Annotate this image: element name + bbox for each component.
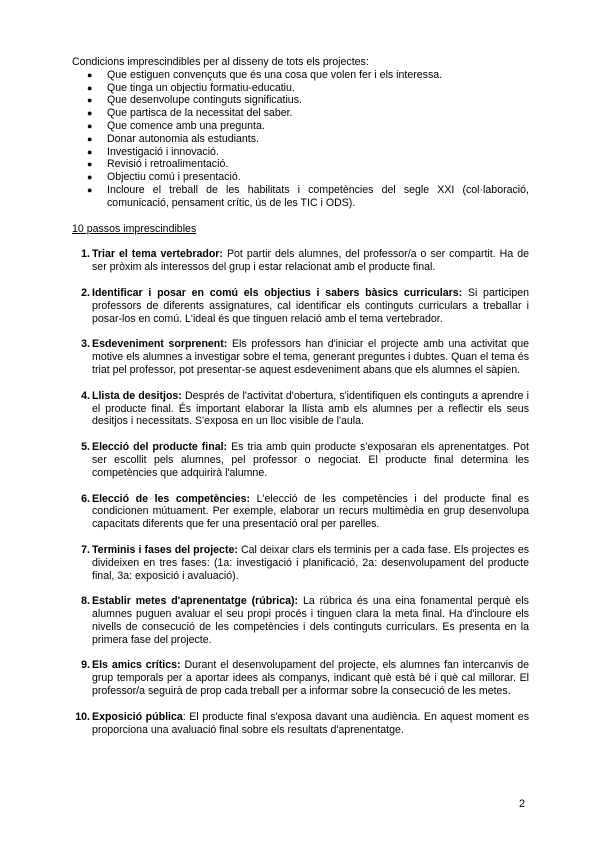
bullet-icon: ●: [87, 184, 93, 195]
step-title: Identificar i posar en comú els objectius i sabers bàsics curriculars:: [92, 286, 463, 299]
step-item: [72, 711, 529, 737]
step-title: Esdeveniment sorprenent:: [92, 338, 228, 351]
step-item: [72, 595, 529, 646]
bullet-icon: ●: [87, 133, 93, 144]
step-text: Els professors han d'iniciar el projecte amb una activitat que motive els alumnes a investigar sobre el tema, generant preguntes i dubtes. Quan el tema és triat pel professor, pot presentar-se aquest esdeveniment abans que els alumnes el sàpien.: [92, 338, 530, 376]
bullet-icon: ●: [87, 108, 93, 119]
list-item: ● Que partisca de la necessitat del saber.: [87, 107, 293, 120]
step-number: 9.: [81, 659, 90, 672]
list-item: ● Que desenvolupe continguts significatius.: [87, 94, 302, 107]
step-title: Els amics crítics:: [92, 659, 181, 672]
list-item: ● Revisió i retroalimentació.: [87, 158, 229, 171]
step-title: Elecció del producte final:: [92, 441, 228, 454]
bullet-icon: ●: [87, 120, 93, 131]
list-item: ● Donar autonomia als estudiants.: [87, 132, 259, 145]
step-title: Establir metes d'aprenentatge (rúbrica):: [92, 595, 299, 608]
step-text: La rúbrica és una eina fonamental perquè els alumnes puguen avaluar el seu propi procés i tinguen clara la meta final. Ha d'incloure els nivells de consecució de les competències i dels continguts curriculars. Es presenta en la primera fase del projecte.: [92, 595, 529, 646]
step-number: 2.: [81, 286, 90, 299]
step-number: 8.: [81, 595, 90, 608]
step-title: Exposició pública: [92, 710, 183, 723]
bullet-icon: ●: [87, 172, 93, 183]
step-item: [72, 659, 529, 697]
list-item: ● Investigació i innovació.: [87, 145, 219, 158]
list-item: ● Incloure el treball de les habilitats i competències del segle XXI (col·laboració, comunicació, pensament crític, ús de les TIC i ODS).: [87, 183, 529, 209]
step-number: 5.: [81, 441, 90, 454]
page-number: 2: [519, 798, 526, 810]
intro-heading: Condicions imprescindibles per al disseny de tots els projectes:: [72, 56, 369, 68]
step-text: Durant el desenvolupament del projecte, els alumnes fan intercanvis de grup temporals per a aportar idees als companys, indicant què està bé i què cal millorar. El professor/a seguirà de prop cada treball per a informar sobre la consecució de les metes.: [92, 659, 529, 698]
step-item: [72, 248, 529, 274]
step-text: Si participen professors de diferents assignatures, cal identificar els continguts curriculars a treballar i posar-los en comú. L'ideal és que tinguen relació amb el tema vertebrador.: [92, 286, 529, 325]
step-title: Elecció de les competències:: [92, 492, 251, 505]
step-item: [72, 493, 529, 531]
steps-section-title: 10 passos imprescindibles: [72, 222, 197, 235]
bullet-icon: ●: [87, 146, 93, 157]
bullet-icon: ●: [87, 159, 93, 170]
step-item: [72, 544, 529, 582]
step-text: L'elecció de les competències i del producte final es condicionen mútuament. Per exemple, elaborar un recurs multimèdia en grup desenvolupa capacitats diferents que fer una presentació oral per parelles.: [92, 492, 529, 531]
step-item: [72, 338, 529, 376]
step-text: Cal deixar clars els terminis per a cada fase. Els projectes es divideixen en tres fases: (1a: investigació i planificació, 2a: desenvolupament del producte final, 3a: exposició i avaluació).: [92, 543, 530, 582]
list-item: ● Que estiguen convençuts que és una cosa que volen fer i els interessa.: [87, 68, 443, 81]
document-page: [72, 56, 529, 749]
step-title: Triar el tema vertebrador:: [92, 248, 223, 261]
step-text: Després de l'activitat d'obertura, s'identifiquen els continguts a aprendre i el producte final. És important elaborar la llista amb els alumnes per a reflectir els seus desitjos i necessitats. S'exposa en un lloc visible de l'aula.: [92, 389, 529, 428]
step-number: 3.: [81, 338, 90, 351]
step-text: Pot partir dels alumnes, del professor/a o ser compartit. Ha de ser pròxim als interessos del grup i estar relacionat amb el producte final.: [92, 248, 529, 274]
list-item: ● Objectiu comú i presentació.: [87, 171, 241, 184]
conditions-list: [72, 69, 529, 210]
step-title: Llista de desitjos:: [92, 389, 182, 402]
step-item: [72, 390, 529, 428]
step-item: [72, 441, 529, 479]
step-item: [72, 287, 529, 325]
step-number: 4.: [81, 389, 90, 402]
bullet-icon: ●: [87, 69, 93, 80]
list-item: ● Que tinga un objectiu formatiu-educatiu.: [87, 81, 295, 94]
step-number: 1.: [81, 248, 90, 261]
step-number: 7.: [81, 543, 90, 556]
step-text: : El producte final s'exposa davant una audiència. En aquest moment es proporciona una avaluació final sobre els resultats d'aprenentatge.: [92, 710, 529, 736]
bullet-icon: ●: [87, 95, 93, 106]
step-number: 10.: [75, 710, 90, 723]
step-text: Es tria amb quin producte s'exposaran els aprenentatges. Pot ser escollit pels alumnes, pel professor o negociat. El producte final determina les competències que adquirirà l'alumne.: [92, 441, 529, 479]
step-number: 6.: [81, 492, 90, 505]
step-title: Terminis i fases del projecte:: [92, 543, 238, 556]
list-item: ● Que comence amb una pregunta.: [87, 119, 265, 132]
bullet-icon: ●: [87, 82, 93, 93]
steps-list: [72, 248, 529, 736]
